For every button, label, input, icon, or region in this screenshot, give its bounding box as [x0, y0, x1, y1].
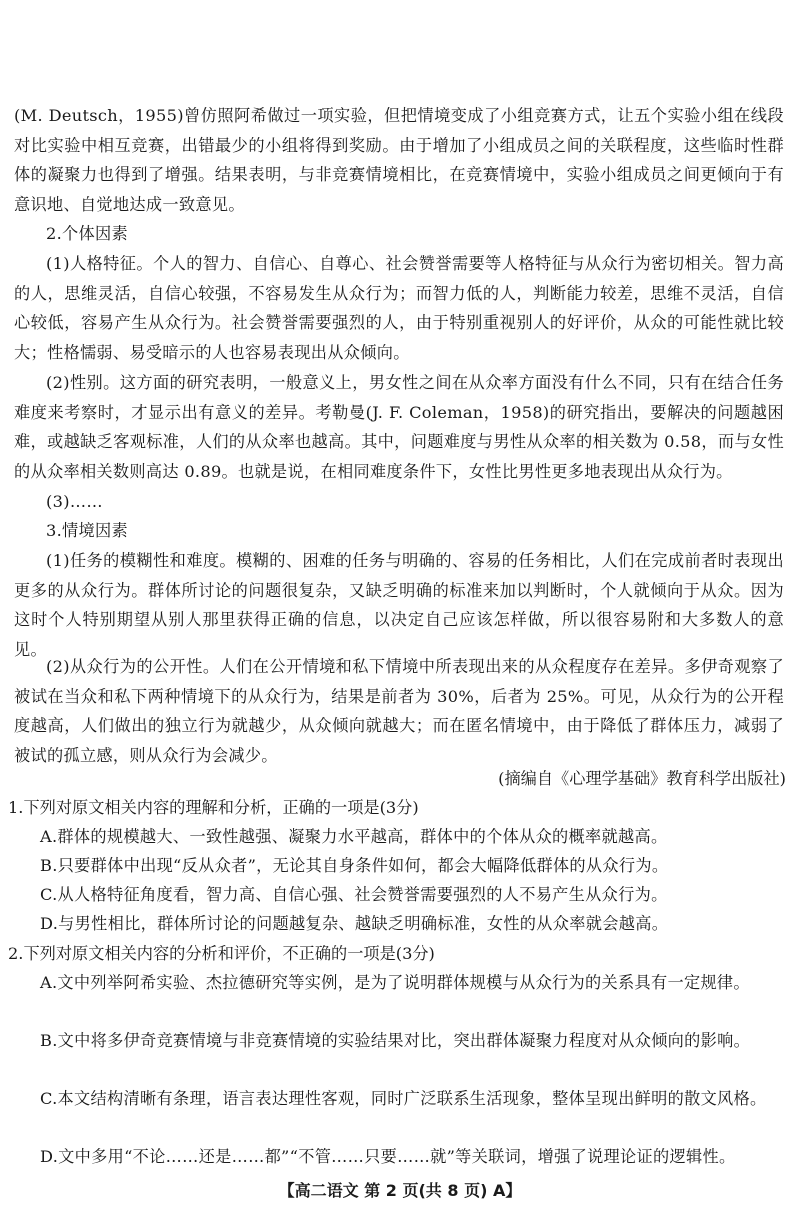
- passage-paragraph-ellipsis: (3)……: [46, 492, 103, 511]
- question-2-option-a: A.文中列举阿希实验、杰拉德研究等实例，是为了说明群体规模与从众行为的关系具有一定规律。: [40, 973, 750, 992]
- heading-situational-factors: 3.情境因素: [46, 521, 128, 540]
- page-footer: 【高二语文 第 2 页(共 8 页) A】: [278, 1181, 522, 1200]
- passage-paragraph-task-ambiguity: (1)任务的模糊性和难度。模糊的、困难的任务与明确的、容易的任务相比，人们在完成前者时表现出更多的从众行为。群体所讨论的问题很复杂，又缺乏明确的标准来加以判断时，个人就倾向于从众。因为这时个人特别期望从别人那里获得正确的信息，以决定自己应该怎样做，所以很容易附和大多数人的意见。: [14, 551, 784, 659]
- passage-paragraph-1: (M. Deutsch，1955)曾仿照阿希做过一项实验，但把情境变成了小组竞赛方式，让五个实验小组在线段对比实验中相互竞赛，出错最少的小组将得到奖励。由于增加了小组成员之间的关联程度，这些临时性群体的凝聚力也得到了增强。结果表明，与非竞赛情境相比，在竞赛情境中，实验小组成员之间更倾向于有意识地、自觉地达成一致意见。: [14, 106, 784, 214]
- question-1-option-d: D.与男性相比，群体所讨论的问题越复杂、越缺乏明确标准，女性的从众率就会越高。: [40, 914, 669, 933]
- passage-paragraph-publicity: (2)从众行为的公开性。人们在公开情境和私下情境中所表现出来的从众程度存在差异。多伊奇观察了被试在当众和私下两种情境下的从众行为，结果是前者为 30%，后者为 25%。可见，从众行为的公开程度越高，人们做出的独立行为就越少，从众倾向就越大；而在匿名情境中，由于降低了群体压力，减弱了被试的孤立感，则从众行为会减少。: [14, 657, 784, 765]
- question-1-option-a: A.群体的规模越大、一致性越强、凝聚力水平越高，群体中的个体从众的概率就越高。: [40, 827, 668, 846]
- question-1-option-c: C.从人格特征角度看，智力高、自信心强、社会赞誉需要强烈的人不易产生从众行为。: [40, 885, 668, 904]
- question-2-option-b: B.文中将多伊奇竞赛情境与非竞赛情境的实验结果对比，突出群体凝聚力程度对从众倾向的影响。: [40, 1031, 751, 1050]
- question-2-option-c: C.本文结构清晰有条理，语言表达理性客观，同时广泛联系生活现象，整体呈现出鲜明的散文风格。: [40, 1089, 767, 1108]
- question-2-option-d: D.文中多用“不论……还是……都”“不管……只要……就”等关联词，增强了说理论证的逻辑性。: [40, 1147, 736, 1166]
- source-citation: (摘编自《心理学基础》教育科学出版社): [498, 769, 786, 788]
- question-2-stem: 2.下列对原文相关内容的分析和评价，不正确的一项是(3分): [8, 944, 435, 963]
- heading-individual-factors: 2.个体因素: [46, 224, 128, 243]
- passage-paragraph-personality: (1)人格特征。个人的智力、自信心、自尊心、社会赞誉需要等人格特征与从众行为密切相关。智力高的人，思维灵活，自信心较强，不容易发生从众行为；而智力低的人，判断能力较差，思维不灵活，自信心较低，容易产生从众行为。社会赞誉需要强烈的人，由于特别重视别人的好评价，从众的可能性就比较大；性格懦弱、易受暗示的人也容易表现出从众倾向。: [14, 254, 784, 362]
- passage-paragraph-gender: (2)性别。这方面的研究表明，一般意义上，男女性之间在从众率方面没有什么不同，只有在结合任务难度来考察时，才显示出有意义的差异。考勒曼(J. F. Coleman，1958)的研究指出，要解决的问题越困难，或越缺乏客观标准，人们的从众率也越高。其中，问题难度与男性从众率的相关数为 0.58，而与女性的从众率相关数则高达 0.89。也就是说，在相同难度条件下，女性比男性更多地表现出从众行为。: [14, 373, 784, 481]
- question-1-option-b: B.只要群体中出现“反从众者”，无论其自身条件如何，都会大幅降低群体的从众行为。: [40, 856, 669, 875]
- question-1-stem: 1.下列对原文相关内容的理解和分析，正确的一项是(3分): [8, 798, 419, 817]
